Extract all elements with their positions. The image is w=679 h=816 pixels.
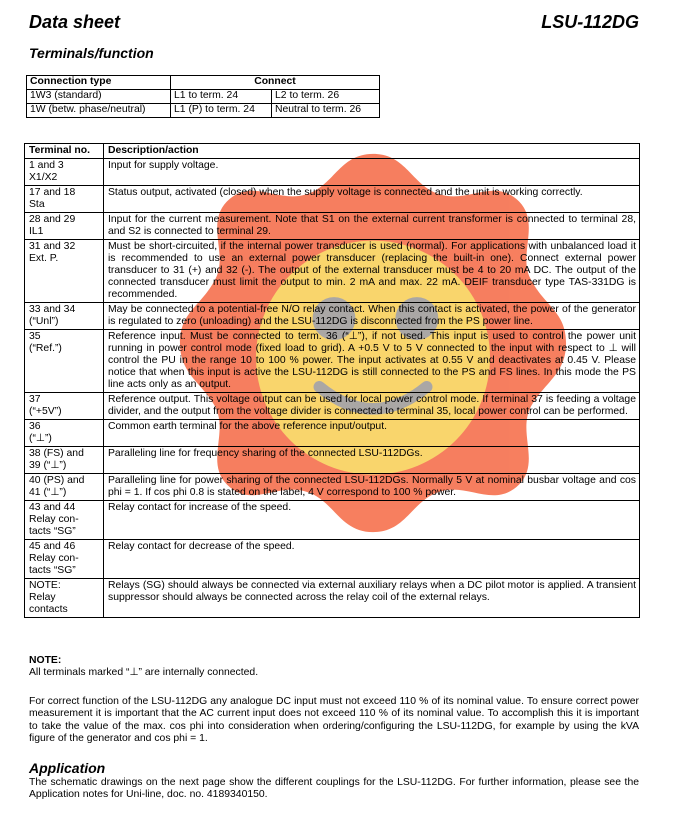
terminal-no-line: 38 (FS) and <box>29 448 84 459</box>
terminal-no-cell <box>25 393 104 420</box>
terminal-description-cell: May be connected to a potential-free N/O relay contact. When this contact is activated, the power of the generator is regulated to zero (unloading) and the LSU-112DG is disconnected from the PS power line. <box>104 303 640 330</box>
note-block <box>29 655 639 680</box>
terminal-no-line: 1 and 3 <box>29 160 64 171</box>
terminal-no-header: Terminal no. <box>25 144 104 159</box>
terminal-no-cell <box>25 330 104 393</box>
terminal-no-line: 40 (PS) and <box>29 475 85 486</box>
terminal-no-line: Relay <box>29 592 56 603</box>
terminal-no-line: tacts “SG” <box>29 565 76 576</box>
terminal-no-line: tacts “SG” <box>29 526 76 537</box>
section-title: Terminals/function <box>29 45 154 61</box>
terminal-no-line: (“Unl”) <box>29 316 59 327</box>
connect-header: Connect <box>171 76 380 90</box>
connection-table-row <box>27 90 380 104</box>
terminal-row <box>25 540 640 579</box>
terminal-no-line: 17 and 18 <box>29 187 76 198</box>
connect-cell: L1 to term. 24 <box>171 90 272 104</box>
document-title: Data sheet <box>29 12 121 32</box>
terminal-no-line: Ext. P. <box>29 253 59 264</box>
terminal-description-cell: Paralleling line for power sharing of the connected LSU-112DGs. Normally 5 V at nominal busbar voltage and cos phi = 1. If cos phi 0.8 is stated on the label, 4 V correspond to 100 % power. <box>104 474 640 501</box>
terminal-row <box>25 501 640 540</box>
terminal-no-line: 37 <box>29 394 41 405</box>
terminal-description-cell: Relay contact for decrease of the speed. <box>104 540 640 579</box>
terminal-description-cell: Reference input. Must be connected to term. 36 (“⊥”), if not used. This input is used to control the power unit running in power control mode (fixed load to grid). A +0.5 V to 5 V connected to the input with respect to ⊥ will control the PU in the range 10 to 100 % power. The input activates at 0.55 V and deactivates at 0.45 V. Please notice that when this input is active the LSU-112DG is still connected to the PS and FS lines. In this mode the PS line acts only as an output. <box>104 330 640 393</box>
terminal-no-line: contacts <box>29 604 68 615</box>
connection-table <box>26 75 380 118</box>
terminal-no-cell <box>25 579 104 618</box>
description-header: Description/action <box>104 144 640 159</box>
terminal-description-cell: Relay contact for increase of the speed. <box>104 501 640 540</box>
terminal-row <box>25 474 640 501</box>
connect-cell: L1 (P) to term. 24 <box>171 104 272 118</box>
terminal-no-line: (“Ref.”) <box>29 343 62 354</box>
terminal-no-line: Sta <box>29 199 45 210</box>
terminal-row <box>25 186 640 213</box>
terminal-no-line: 41 (“⊥”) <box>29 487 67 498</box>
terminal-no-cell <box>25 240 104 303</box>
connect-cell: Neutral to term. 26 <box>272 104 380 118</box>
terminal-row <box>25 240 640 303</box>
terminal-row <box>25 213 640 240</box>
terminal-no-line: 45 and 46 <box>29 541 76 552</box>
terminal-no-cell <box>25 540 104 579</box>
terminal-description-cell: Status output, activated (closed) when the supply voltage is connected and the unit is working correctly. <box>104 186 640 213</box>
terminal-no-line: 43 and 44 <box>29 502 76 513</box>
terminal-no-line: 31 and 32 <box>29 241 76 252</box>
terminal-table-header-row <box>25 144 640 159</box>
terminal-no-line: 35 <box>29 331 41 342</box>
terminal-no-line: 33 and 34 <box>29 304 76 315</box>
connection-type-cell: 1W (betw. phase/neutral) <box>27 104 171 118</box>
terminal-description-cell: Input for the current measurement. Note that S1 on the external current transformer is connected to terminal 28, and S2 is connected to terminal 29. <box>104 213 640 240</box>
terminal-row <box>25 393 640 420</box>
connection-type-cell: 1W3 (standard) <box>27 90 171 104</box>
terminal-description-cell: Relays (SG) should always be connected via external auxiliary relays when a DC pilot motor is applied. A transient suppressor should always be connected across the relay coil of the external relays. <box>104 579 640 618</box>
terminal-table-body <box>25 159 640 618</box>
correct-function-paragraph: For correct function of the LSU-112DG any analogue DC input must not exceed 110 % of its nominal value. To ensure correct power measurement it is important that the AC current input does not exceed 110 % of its nominal value. To accomplish this it is important to take the value of the max. cos phi into consideration when ordering/configuring the LSU-112DG, for example by using the kVA figure of the generator and cos phi = 1. <box>29 696 639 744</box>
terminal-row <box>25 159 640 186</box>
connect-cell: L2 to term. 26 <box>272 90 380 104</box>
terminal-table <box>24 143 640 618</box>
terminal-no-line: (“+5V”) <box>29 406 62 417</box>
terminal-description-cell: Paralleling line for frequency sharing of the connected LSU-112DGs. <box>104 447 640 474</box>
terminal-description-cell: Reference output. This voltage output can be used for local power control mode. If terminal 37 is feeding a voltage divider, and the output from the voltage divider is connected to terminal 35, local power control can be performed. <box>104 393 640 420</box>
terminal-row <box>25 420 640 447</box>
terminal-row <box>25 579 640 618</box>
terminal-no-line: (“⊥”) <box>29 433 52 444</box>
terminal-no-line: X1/X2 <box>29 172 58 183</box>
connection-table-row <box>27 104 380 118</box>
connection-type-header: Connection type <box>27 76 171 90</box>
terminal-no-line: 36 <box>29 421 41 432</box>
terminal-no-cell <box>25 213 104 240</box>
terminal-description-cell: Input for supply voltage. <box>104 159 640 186</box>
application-text: The schematic drawings on the next page show the different couplings for the LSU-112DG. For further information, please see the Application notes for Uni-line, doc. no. 4189340150. <box>29 777 639 801</box>
terminal-no-line: Relay con- <box>29 553 79 564</box>
terminal-no-line: Relay con- <box>29 514 79 525</box>
terminal-no-cell <box>25 447 104 474</box>
terminal-no-cell <box>25 303 104 330</box>
terminal-no-cell <box>25 186 104 213</box>
terminal-description-cell: Must be short-circuited, if the internal power transducer is used (normal). For applications with unbalanced load it is recommended to use an external power transducer (replacing the built-in one). Connect external power transducer to 31 (+) and 32 (-). The output of the external transducer must be 4 to 20 mA DC. The output of the connected transducer must limit the output to min. 2 mA and max. 22 mA. DEIF transducer type TAS-331DG is recommended. <box>104 240 640 303</box>
terminal-no-cell <box>25 501 104 540</box>
terminal-no-line: IL1 <box>29 226 44 237</box>
note-text: All terminals marked “⊥” are internally connected. <box>29 667 259 679</box>
terminal-row <box>25 303 640 330</box>
terminal-description-cell: Common earth terminal for the above reference input/output. <box>104 420 640 447</box>
terminal-no-cell <box>25 420 104 447</box>
terminal-no-line: 39 (“⊥”) <box>29 460 67 471</box>
note-heading: NOTE: <box>29 655 62 666</box>
terminal-no-line: 28 and 29 <box>29 214 76 225</box>
terminal-no-cell <box>25 159 104 186</box>
terminal-row <box>25 330 640 393</box>
product-code: LSU-112DG <box>541 12 639 32</box>
connection-table-header-row <box>27 76 380 90</box>
terminal-no-cell <box>25 474 104 501</box>
terminal-no-line: NOTE: <box>29 580 61 591</box>
application-title: Application <box>29 760 106 776</box>
terminal-row <box>25 447 640 474</box>
